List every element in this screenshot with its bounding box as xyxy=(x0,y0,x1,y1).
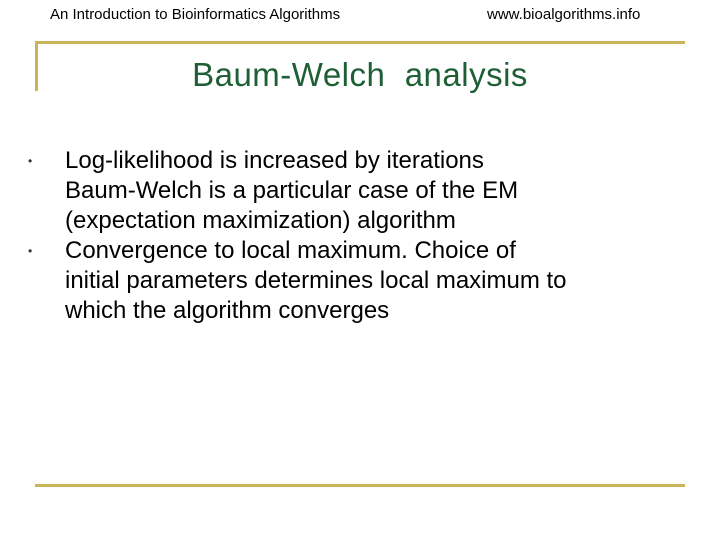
bullet-item-2 xyxy=(28,236,700,326)
bullet-item-1 xyxy=(28,146,700,236)
bottom-rule xyxy=(35,484,685,487)
bullet-2-line-1: Convergence to local maximum. Choice of xyxy=(65,237,516,264)
bullet-marker-icon: • xyxy=(28,154,33,168)
bullet-list xyxy=(28,146,700,326)
bullet-1-line-1: Log-likelihood is increased by iterations xyxy=(65,147,484,174)
slide-title: Baum-Welch analysis xyxy=(192,56,528,93)
header-book-title: An Introduction to Bioinformatics Algorithms xyxy=(50,6,341,23)
bullet-2-line-3: which the algorithm converges xyxy=(65,297,390,324)
top-rule xyxy=(35,41,685,44)
bullet-1-line-2: Baum-Welch is a particular case of the EM xyxy=(65,177,519,204)
bullet-1-line-3: (expectation maximization) algorithm xyxy=(65,207,456,234)
bullet-2-line-2: initial parameters determines local maximum to xyxy=(65,267,567,294)
bullet-marker-icon: • xyxy=(28,244,33,258)
header-website: www.bioalgorithms.info xyxy=(487,6,641,23)
